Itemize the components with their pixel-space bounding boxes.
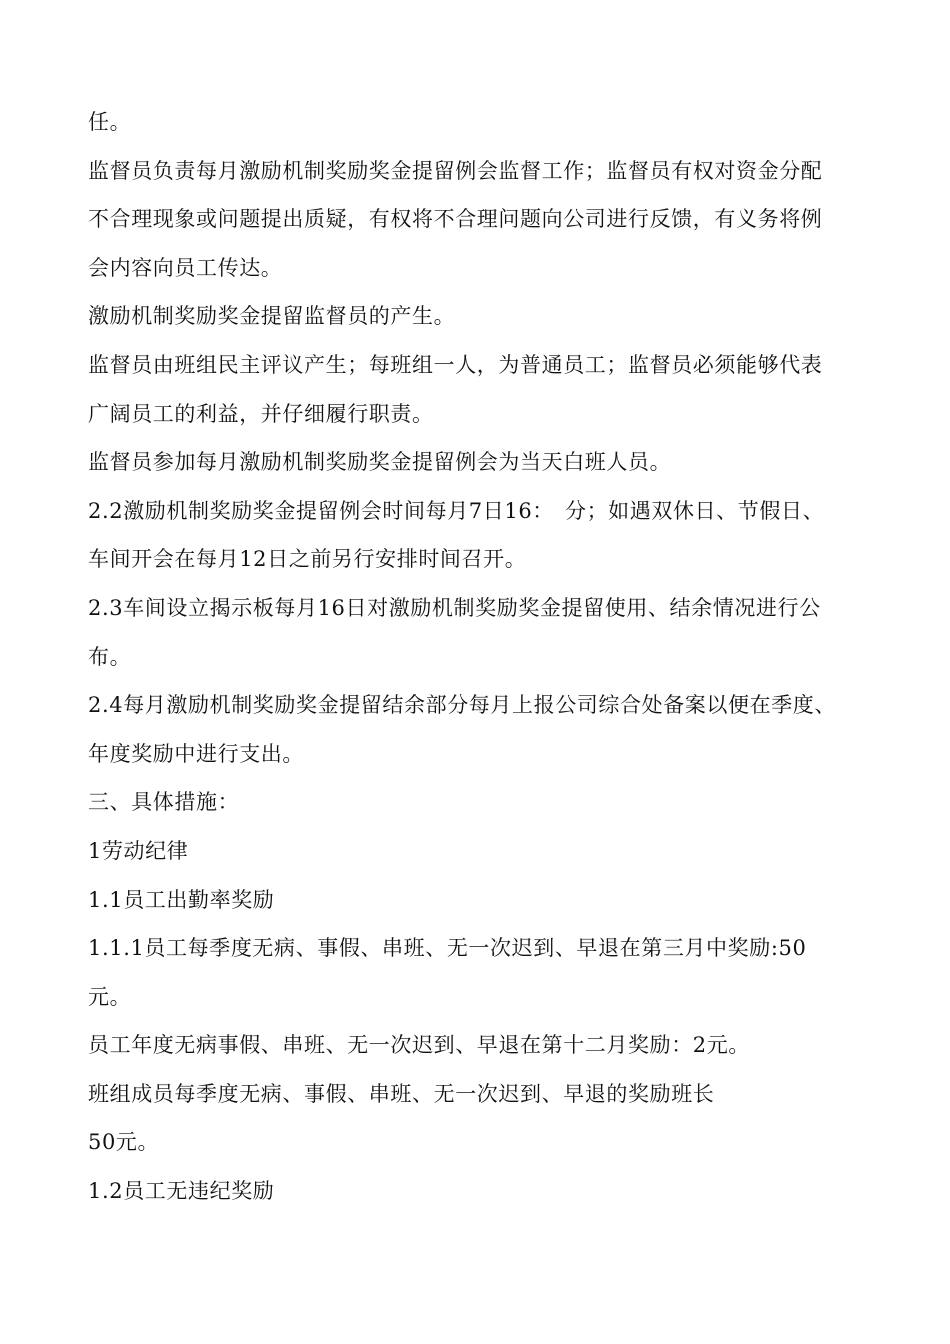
text-line: 2.3车间设立揭示板每月16日对激励机制奖励奖金提留使用、结余情况进行公 — [88, 595, 821, 620]
section-heading: 三、具体措施： — [88, 790, 240, 815]
text-line: 元。 — [88, 984, 132, 1009]
text-line: 50元。 — [88, 1130, 160, 1155]
text-line: 车间开会在每月12日之前另行安排时间召开。 — [88, 547, 527, 572]
document-page — [88, 98, 872, 1216]
text-line: 年度奖励中进行支出。 — [88, 741, 304, 766]
text-line: 监督员由班组民主评议产生；每班组一人，为普通员工；监督员必须能够代表 — [88, 352, 823, 377]
text-line: 不合理现象或问题提出质疑，有权将不合理问题向公司进行反馈，有义务将例 — [88, 207, 823, 232]
text-line: 1.1.1员工每季度无病、事假、串班、无一次迟到、早退在第三月中奖励:50 — [88, 936, 807, 961]
text-line: 布。 — [88, 644, 132, 669]
text-line: 激励机制奖励奖金提留监督员的产生。 — [88, 304, 456, 329]
text-line: 班组成员每季度无病、事假、串班、无一次迟到、早退的奖励班长 — [88, 1081, 715, 1106]
text-line: 监督员负责每月激励机制奖励奖金提留例会监督工作；监督员有权对资金分配 — [88, 158, 823, 183]
text-line: 1劳动纪律 — [88, 838, 189, 863]
text-line: 1.1员工出勤率奖励 — [88, 887, 275, 912]
text-line: 1.2员工无违纪奖励 — [88, 1179, 275, 1204]
text-line: 会内容向员工传达。 — [88, 255, 283, 280]
text-line: 任。 — [88, 110, 132, 134]
text-line: 2.2激励机制奖励奖金提留例会时间每月7日16： 分；如遇双休日、节假日、 — [88, 498, 825, 523]
text-line: 广阔员工的利益，并仔细履行职责。 — [88, 401, 434, 426]
text-line: 2.4每月激励机制奖励奖金提留结余部分每月上报公司综合处备案以便在季度、 — [88, 693, 836, 718]
text-line: 员工年度无病事假、串班、无一次迟到、早退在第十二月奖励：2元。 — [88, 1033, 750, 1058]
text-line: 监督员参加每月激励机制奖励奖金提留例会为当天白班人员。 — [88, 450, 672, 475]
